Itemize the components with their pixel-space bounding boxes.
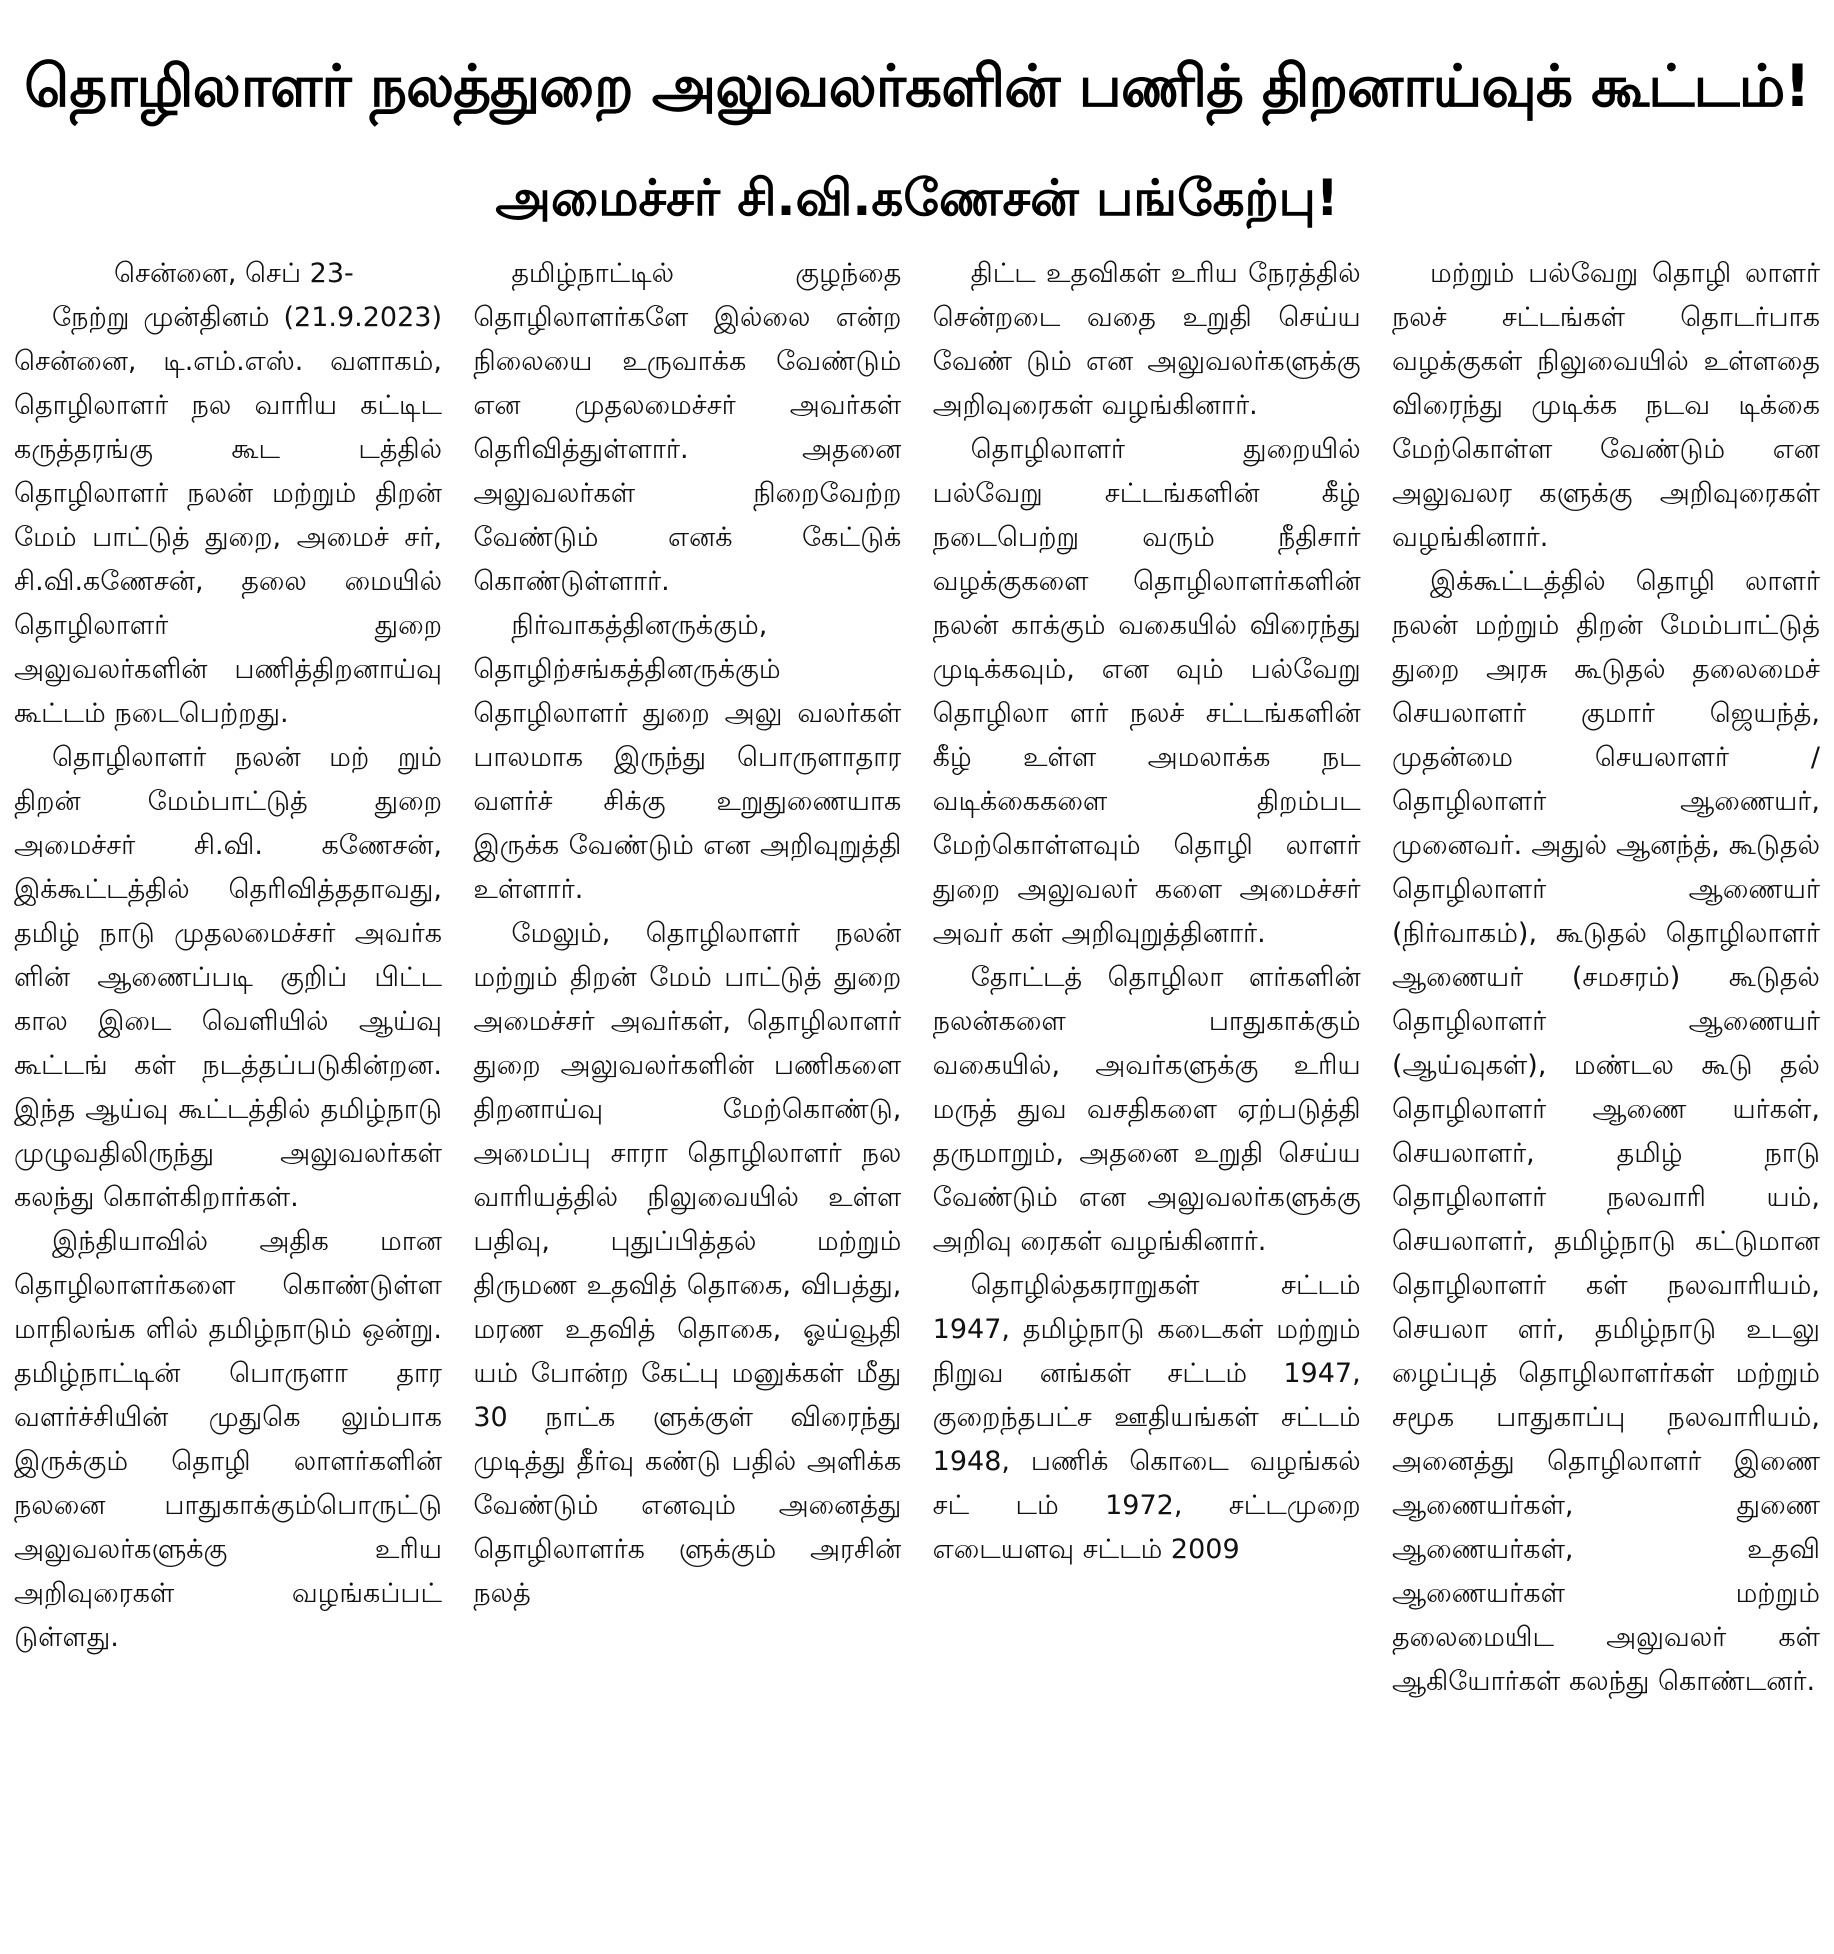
column-4 xyxy=(1392,252,1820,1942)
dateline: சென்னை, செப் 23- xyxy=(114,258,354,289)
paragraph: தோட்டத் தொழிலா ளர்களின் நலன்களை பாதுகாக்கும் வகையில், அவர்களுக்கு உரிய மருத் துவ வசதிகளை ஏற்படுத்தி தருமாறும், அதனை உறுதி செய்ய வேண்டும் என அலுவலர்களுக்கு அறிவு ரைகள் வழங்கினார். xyxy=(932,962,1361,1257)
paragraph: நேற்று முன்தினம் (21.9.2023) சென்னை, டி.எம்.எஸ். வளாகம், தொழிலாளர் நல வாரிய கட்டிட கருத்தரங்கு கூட டத்தில் தொழிலாளர் நலன் மற்றும் திறன் மேம் பாட்டுத் துறை, அமைச் சர், சி.வி.கணேசன், தலை மையில் தொழிலாளர் துறை அலுவலர்களின் பணித்திறனாய்வு கூட்டம் நடைபெற்றது. xyxy=(14,302,442,729)
paragraph: மற்றும் பல்வேறு தொழி லாளர் நலச் சட்டங்கள் தொடர்பாக வழக்குகள் நிலுவையில் உள்ளதை விரைந்து முடிக்க நடவ டிக்கை மேற்கொள்ள வேண்டும் என அலுவலர களுக்கு அறிவுரைகள் வழங்கினார். xyxy=(1391,258,1820,553)
paragraph: இந்தியாவில் அதிக மான தொழிலாளர்களை கொண்டுள்ள மாநிலங்க ளில் தமிழ்நாடும் ஒன்று. தமிழ்நாட்டின் பொருளா தார வளர்ச்சியின் முதுகெ லும்பாக இருக்கும் தொழி லாளர்களின் நலனை பாதுகாக்கும்பொருட்டு அலுவலர்களுக்கு உரிய அறிவுரைகள் வழங்கப்பட் டுள்ளது. xyxy=(14,1226,442,1653)
subheadline: அமைச்சர் சி.வி.கணேசன் பங்கேற்பு! xyxy=(495,169,1339,227)
paragraph: தொழிலாளர் நலன் மற் றும் திறன் மேம்பாட்டுத் துறை அமைச்சர் சி.வி. கணேசன், இக்கூட்டத்தில் தெரிவித்ததாவது, தமிழ் நாடு முதலமைச்சர் அவர்க ளின் ஆணைப்படி குறிப் பிட்ட கால இடை வெளியில் ஆய்வு கூட்டங் கள் நடத்தப்படுகின்றன. இந்த ஆய்வு கூட்டத்தில் தமிழ்நாடு முழுவதிலிருந்து அலுவலர்கள் கலந்து கொள்கிறார்கள். xyxy=(14,742,442,1213)
paragraph: இக்கூட்டத்தில் தொழி லாளர் நலன் மற்றும் திறன் மேம்பாட்டுத் துறை அரசு கூடுதல் தலைமைச் செயலாளர் குமார் ஜெயந்த், முதன்மை செயலாளர் / தொழிலாளர் ஆணையர், முனைவர். அதுல் ஆனந்த், கூடுதல் தொழிலாளர் ஆணையர் (நிர்வாகம்), கூடுதல் தொழிலாளர் ஆணையர் (சமசரம்) கூடுதல் தொழிலாளர் ஆணையர் (ஆய்வுகள்), மண்டல கூடு தல் தொழிலாளர் ஆணை யர்கள், செயலாளர், தமிழ் நாடு தொழிலாளர் நலவாரி யம், செயலாளர், தமிழ்நாடு கட்டுமான தொழிலாளர் கள் நலவாரியம், செயலா ளர், தமிழ்நாடு உடலு ழைப்புத் தொழிலாளர்கள் மற்றும் சமூக பாதுகாப்பு நலவாரியம், அனைத்து தொழிலாளர் இணை ஆணையர்கள், துணை ஆணையர்கள், உதவி ஆணையர்கள் மற்றும் தலைமையிட அலுவலர் கள் ஆகியோர்கள் கலந்து கொண்டனர். xyxy=(1391,566,1820,1697)
paragraph: நிர்வாகத்தினருக்கும், தொழிற்சங்கத்தினருக்கும் தொழிலாளர் துறை அலு வலர்கள் பாலமாக இருந்து பொருளாதார வளர்ச் சிக்கு உறுதுணையாக இருக்க வேண்டும் என அறிவுறுத்தி உள்ளார். xyxy=(473,610,902,905)
paragraph: திட்ட உதவிகள் உரிய நேரத்தில் சென்றடை வதை உறுதி செய்ய வேண் டும் என அலுவலர்களுக்கு அறிவுரைகள் வழங்கினார். xyxy=(932,258,1361,421)
paragraph: தொழில்தகராறுகள் சட்டம் 1947, தமிழ்நாடு கடைகள் மற்றும் நிறுவ னங்கள் சட்டம் 1947, குறைந்தபட்ச ஊதியங்கள் சட்டம் 1948, பணிக் கொடை வழங்கல் சட் டம் 1972, சட்டமுறை எடையளவு சட்டம் 2009 xyxy=(932,1270,1361,1565)
paragraph: தொழிலாளர் துறையில் பல்வேறு சட்டங்களின் கீழ் நடைபெற்று வரும் நீதிசார் வழக்குகளை தொழிலாளர்களின் நலன் காக்கும் வகையில் விரைந்து முடிக்கவும், என வும் பல்வேறு தொழிலா ளர் நலச் சட்டங்களின் கீழ் உள்ள அமலாக்க நட வடிக்கைகளை திறம்பட மேற்கொள்ளவும் தொழி லாளர் துறை அலுவலர் களை அமைச்சர் அவர் கள் அறிவுறுத்தினார். xyxy=(932,434,1361,949)
column-3 xyxy=(933,252,1361,1942)
column-1 xyxy=(14,252,442,1942)
paragraph: மேலும், தொழிலாளர் நலன் மற்றும் திறன் மேம் பாட்டுத் துறை அமைச்சர் அவர்கள், தொழிலாளர் துறை அலுவலர்களின் பணிகளை திறனாய்வு மேற்கொண்டு, அமைப்பு சாரா தொழிலாளர் நல வாரியத்தில் நிலுவையில் உள்ள பதிவு, புதுப்பித்தல் மற்றும் திருமண உதவித் தொகை, விபத்து, மரண உதவித் தொகை, ஓய்வூதி யம் போன்ற கேட்பு மனுக்கள் மீது 30 நாட்க ளுக்குள் விரைந்து முடித்து தீர்வு கண்டு பதில் அளிக்க வேண்டும் எனவும் அனைத்து தொழிலாளர்க ளுக்கும் அரசின் நலத் xyxy=(473,918,902,1609)
column-2 xyxy=(473,252,901,1942)
article-body xyxy=(14,252,1820,1942)
paragraph: தமிழ்நாட்டில் குழந்தை தொழிலாளர்களே இல்லை என்ற நிலையை உருவாக்க வேண்டும் என முதலமைச்சர் அவர்கள் தெரிவித்துள்ளார். அதனை அலுவலர்கள் நிறைவேற்ற வேண்டும் எனக் கேட்டுக் கொண்டுள்ளார். xyxy=(473,258,902,597)
headline: தொழிலாளர் நலத்துறை அலுவலர்களின் பணித் திறனாய்வுக் கூட்டம்! xyxy=(24,52,1810,120)
